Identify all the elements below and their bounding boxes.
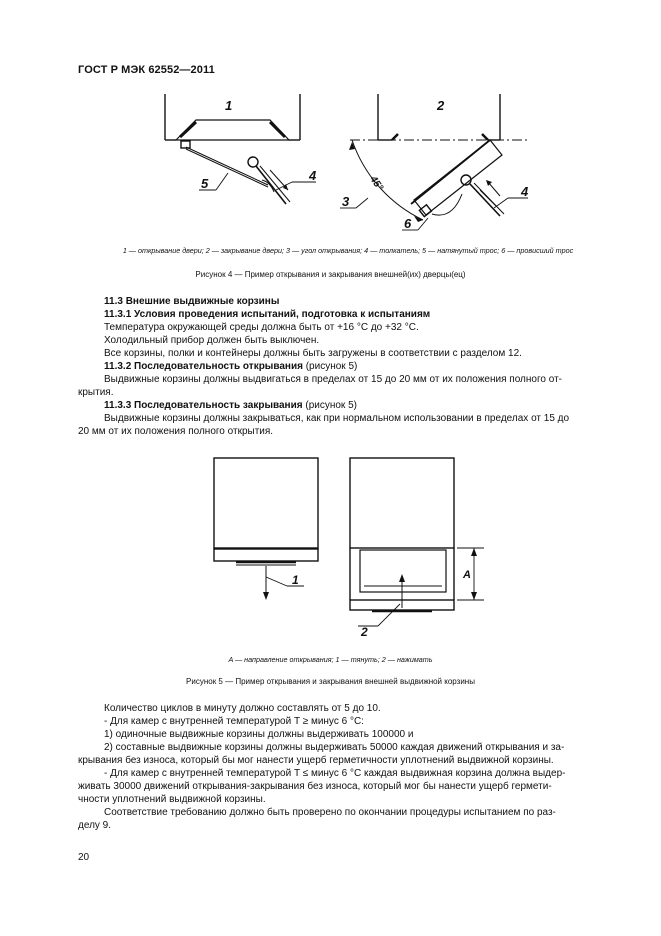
page-number: 20 [78, 852, 90, 863]
list-item-2-line2: крывания без износа, который бы мог нанести ущерб герметичности уплотнений выдвижной корзины. [78, 755, 554, 766]
document-header: ГОСТ Р МЭК 62552—2011 [78, 64, 215, 76]
figure-5-caption: Рисунок 5 — Пример открывания и закрывания внешней выдвижной корзины [186, 677, 475, 686]
paragraph-cycles: Количество циклов в минуту должно составлять от 5 до 10. [104, 703, 381, 714]
paragraph-open-line1: Выдвижные корзины должны выдвигаться в пределах от 15 до 20 мм от их положения полного от- [104, 374, 562, 385]
ref-figure-5-close: (рисунок 5) [302, 400, 357, 411]
figure-5-legend: A — направление открывания; 1 — тянуть; 2 — нажимать [228, 655, 433, 664]
list-item-b-line2: живать 30000 движений открывания-закрывания без износа, который мог бы нанести ущерб гермети- [78, 781, 552, 792]
fig4-label-5: 5 [201, 176, 209, 191]
fig5-label-1: 1 [292, 573, 299, 587]
paragraph-close-line1: Выдвижные корзины должны закрываться, как при нормальном использовании в пределах от 15 до [104, 413, 570, 424]
fig4-label-1: 1 [225, 98, 233, 113]
paragraph-close-line2: 20 мм от их положения полного открытия. [78, 426, 274, 437]
figure-4-legend: 1 — открывание двери; 2 — закрывание двери; 3 — угол открывания; 4 — толкатель; 5 — натянутый трос; 6 — провисший трос [122, 246, 574, 255]
list-item-b-line1: - Для камер с внутренней температурой T ≤ минус 6 °С каждая выдвижная корзина должна выдер- [104, 768, 566, 779]
fig4-label-4-right: 4 [521, 184, 529, 199]
heading-11-3-3: 11.3.3 Последовательность закрывания [104, 400, 303, 411]
heading-11-3: 11.3 Внешние выдвижные корзины [104, 296, 280, 307]
heading-11-3-1: 11.3.1 Условия проведения испытаний, подготовка к испытаниям [104, 309, 431, 320]
list-item-a: - Для камер с внутренней температурой T ≥ минус 6 °С: [104, 716, 364, 727]
paragraph-off: Холодильный прибор должен быть выключен. [104, 335, 320, 346]
list-item-b-line3: чности уплотнений выдвижной корзины. [78, 794, 266, 805]
paragraph-open-line2: крытия. [78, 387, 114, 398]
fig5-label-2: 2 [361, 625, 368, 639]
paragraph-loaded: Все корзины, полки и контейнеры должны быть загружены в соответствии с разделом 12. [104, 348, 522, 359]
fig4-label-3: 3 [342, 194, 350, 209]
paragraph-conformity-line2: делу 9. [78, 820, 112, 831]
fig4-label-6: 6 [404, 216, 412, 231]
figure-4-caption: Рисунок 4 — Пример открывания и закрывания внешней(их) дверцы(ец) [195, 270, 466, 279]
paragraph-conformity-line1: Соответствие требованию должно быть проверено по окончании процедуры испытанием по раз- [104, 807, 556, 818]
fig4-label-4-left: 4 [309, 168, 317, 183]
list-item-2-line1: 2) составные выдвижные корзины должны выдерживать 50000 каждая движений открывания и за- [104, 742, 565, 753]
heading-11-3-2: 11.3.2 Последовательность открывания [104, 361, 303, 372]
list-item-1: 1) одиночные выдвижные корзины должны выдерживать 100000 и [104, 729, 414, 740]
paragraph-temperature: Температура окружающей среды должна быть от +16 °С до +32 °С. [104, 322, 419, 333]
ref-figure-5-open: (рисунок 5) [302, 361, 358, 372]
fig4-label-2: 2 [437, 98, 445, 113]
fig5-label-a: A [463, 569, 471, 581]
fig4-angle-label: 45° [367, 174, 385, 193]
